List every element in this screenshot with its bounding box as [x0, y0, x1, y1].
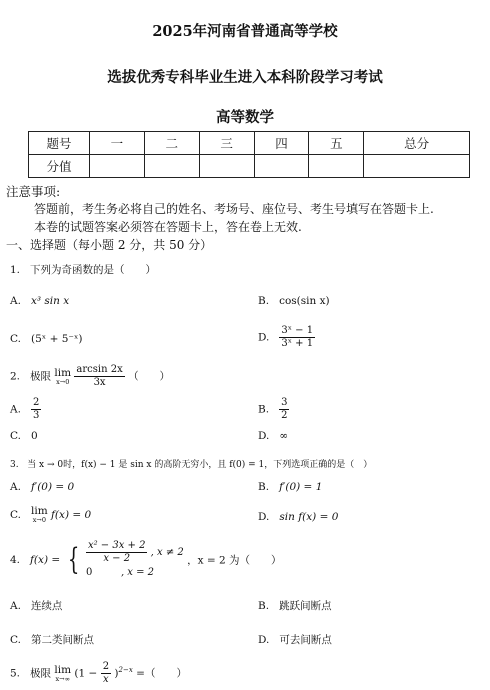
question-suffix: ，x = 2 为（ ）	[187, 554, 282, 567]
table-cell: 总分	[364, 132, 470, 155]
question-stem: 下列为奇函数的是（ ）	[30, 264, 157, 276]
option-C	[10, 430, 38, 442]
option-label: D.	[258, 511, 270, 523]
score-table-header-row	[29, 132, 470, 155]
option-label: A.	[10, 295, 21, 307]
exponent: 2−x	[118, 666, 133, 674]
option-A	[10, 598, 62, 613]
expression-part: )	[114, 667, 119, 680]
option-label: D.	[258, 430, 270, 442]
fraction-denominator: 3ˣ + 1	[281, 338, 314, 349]
notice-title: 注意事项:	[6, 184, 61, 199]
table-cell: 分值	[29, 155, 90, 178]
question-number: 1.	[10, 264, 21, 276]
left-brace-icon: {	[67, 542, 79, 577]
table-cell	[309, 155, 364, 178]
exam-name-title: 选拔优秀专科毕业生进入本科阶段学习考试	[107, 69, 383, 86]
question-number: 5.	[10, 667, 21, 680]
question-number: 2.	[10, 370, 21, 383]
option-D	[258, 325, 315, 350]
case-2	[86, 565, 184, 580]
table-cell: 二	[144, 132, 199, 155]
case-condition: , x ≠ 2	[150, 547, 184, 558]
question-suffix: （ ）	[128, 370, 171, 383]
option-text: f(x) = 0	[51, 509, 92, 521]
option-text: x³ sin x	[30, 295, 70, 307]
option-D	[258, 430, 288, 442]
table-cell: 四	[254, 132, 309, 155]
table-cell: 五	[309, 132, 364, 155]
limit-operator	[54, 368, 71, 386]
option-A	[10, 397, 41, 422]
score-table	[28, 131, 470, 178]
option-A	[10, 481, 74, 493]
option-D	[258, 632, 332, 647]
function-lhs: f(x) =	[30, 554, 61, 566]
fraction	[101, 661, 111, 686]
option-label: C.	[10, 509, 21, 521]
limit-subscript: x→0	[56, 377, 70, 386]
fraction-numerator: 3	[281, 397, 288, 408]
limit-text: lim	[54, 663, 72, 676]
option-text: 第二类间断点	[31, 634, 95, 646]
fraction-denominator: x	[103, 674, 109, 685]
exam-year-title: 2025年河南省普通高等学校	[152, 23, 338, 40]
table-cell: 一	[90, 132, 145, 155]
option-text: ∞	[279, 430, 289, 442]
limit-subscript: x→∞	[55, 674, 70, 683]
option-C	[10, 333, 83, 345]
option-label: B.	[258, 295, 270, 307]
fraction-numerator: 2	[32, 397, 40, 408]
limit-operator	[31, 506, 48, 524]
option-label: B.	[258, 403, 270, 416]
fraction-numerator: 3ˣ − 1	[281, 325, 314, 336]
option-C	[10, 506, 91, 524]
option-B	[258, 397, 289, 422]
limit-operator	[54, 665, 71, 683]
section-title: 一、选择题（每小题 2 分，共 50 分）	[6, 238, 213, 252]
option-label: B.	[258, 481, 270, 493]
subject-title: 高等数学	[216, 109, 274, 126]
fraction-denominator: 2	[281, 410, 288, 421]
case-1	[86, 540, 184, 565]
table-cell	[90, 155, 145, 178]
option-label: C.	[10, 634, 21, 646]
option-label: A.	[10, 481, 21, 493]
fraction-numerator: x² − 3x + 2	[87, 540, 146, 551]
expression-part: (1 −	[74, 667, 98, 680]
option-text: f′(0) = 1	[279, 481, 323, 493]
option-label: D.	[258, 634, 270, 646]
option-text: f′(0) = 0	[30, 481, 75, 493]
question-3	[10, 457, 372, 470]
fraction	[74, 364, 124, 389]
option-A	[10, 295, 69, 307]
option-text: 连续点	[30, 600, 63, 612]
option-text: 可去间断点	[279, 634, 332, 646]
limit-text: lim	[31, 505, 48, 517]
option-text: cos(sin x)	[279, 295, 330, 307]
question-1	[10, 262, 156, 277]
table-cell	[199, 155, 254, 178]
option-D	[258, 511, 338, 523]
option-label: A.	[10, 403, 21, 416]
fraction-denominator: 3x	[93, 377, 106, 388]
fraction	[31, 397, 41, 422]
question-4	[10, 540, 282, 580]
question-stem: 极限	[30, 370, 52, 383]
option-label: C.	[10, 333, 21, 345]
notice-line-2: 本卷的试题答案必须答在答题卡上，答在卷上无效.	[34, 220, 302, 234]
question-stem: 极限	[30, 667, 52, 680]
option-label: A.	[10, 600, 21, 612]
option-B	[258, 481, 322, 493]
question-number: 3.	[10, 460, 19, 470]
option-B	[258, 598, 332, 613]
table-cell	[144, 155, 199, 178]
fraction	[279, 397, 289, 422]
option-C	[10, 632, 94, 647]
fraction	[86, 540, 148, 565]
question-2	[10, 364, 170, 389]
fraction	[279, 325, 315, 350]
score-table-score-row	[29, 155, 470, 178]
option-text: (5ˣ + 5⁻ˣ)	[31, 333, 83, 345]
fraction-numerator: arcsin 2x	[76, 364, 123, 375]
table-cell: 三	[199, 132, 254, 155]
notice-line-1: 答题前，考生务必将自己的姓名、考场号、座位号、考生号填写在答题卡上.	[34, 202, 434, 216]
fraction-numerator: 2	[102, 661, 110, 672]
table-cell	[254, 155, 309, 178]
question-number: 4.	[10, 554, 21, 566]
case-value: 0	[85, 567, 93, 578]
table-cell: 题号	[29, 132, 90, 155]
limit-text: lim	[54, 366, 72, 379]
fraction-denominator: x − 2	[103, 553, 131, 564]
fraction-denominator: 3	[32, 410, 40, 421]
option-label: C.	[10, 430, 21, 442]
piecewise-cases	[86, 540, 184, 580]
option-text: 跳跃间断点	[279, 600, 332, 612]
question-suffix: =（ ）	[136, 667, 187, 680]
option-text: 0	[31, 430, 38, 442]
option-B	[258, 295, 330, 307]
question-5	[10, 661, 187, 686]
option-text: sin f(x) = 0	[279, 511, 339, 523]
question-stem: 当 x → 0时，f(x) − 1 是 sin x 的高阶无穷小，且 f(0) = 1，下列选项正确的是（ ）	[27, 460, 373, 470]
table-cell	[364, 155, 470, 178]
limit-subscript: x→0	[32, 516, 46, 524]
case-condition: , x = 2	[120, 567, 155, 578]
option-label: B.	[258, 600, 270, 612]
option-label: D.	[258, 331, 270, 344]
